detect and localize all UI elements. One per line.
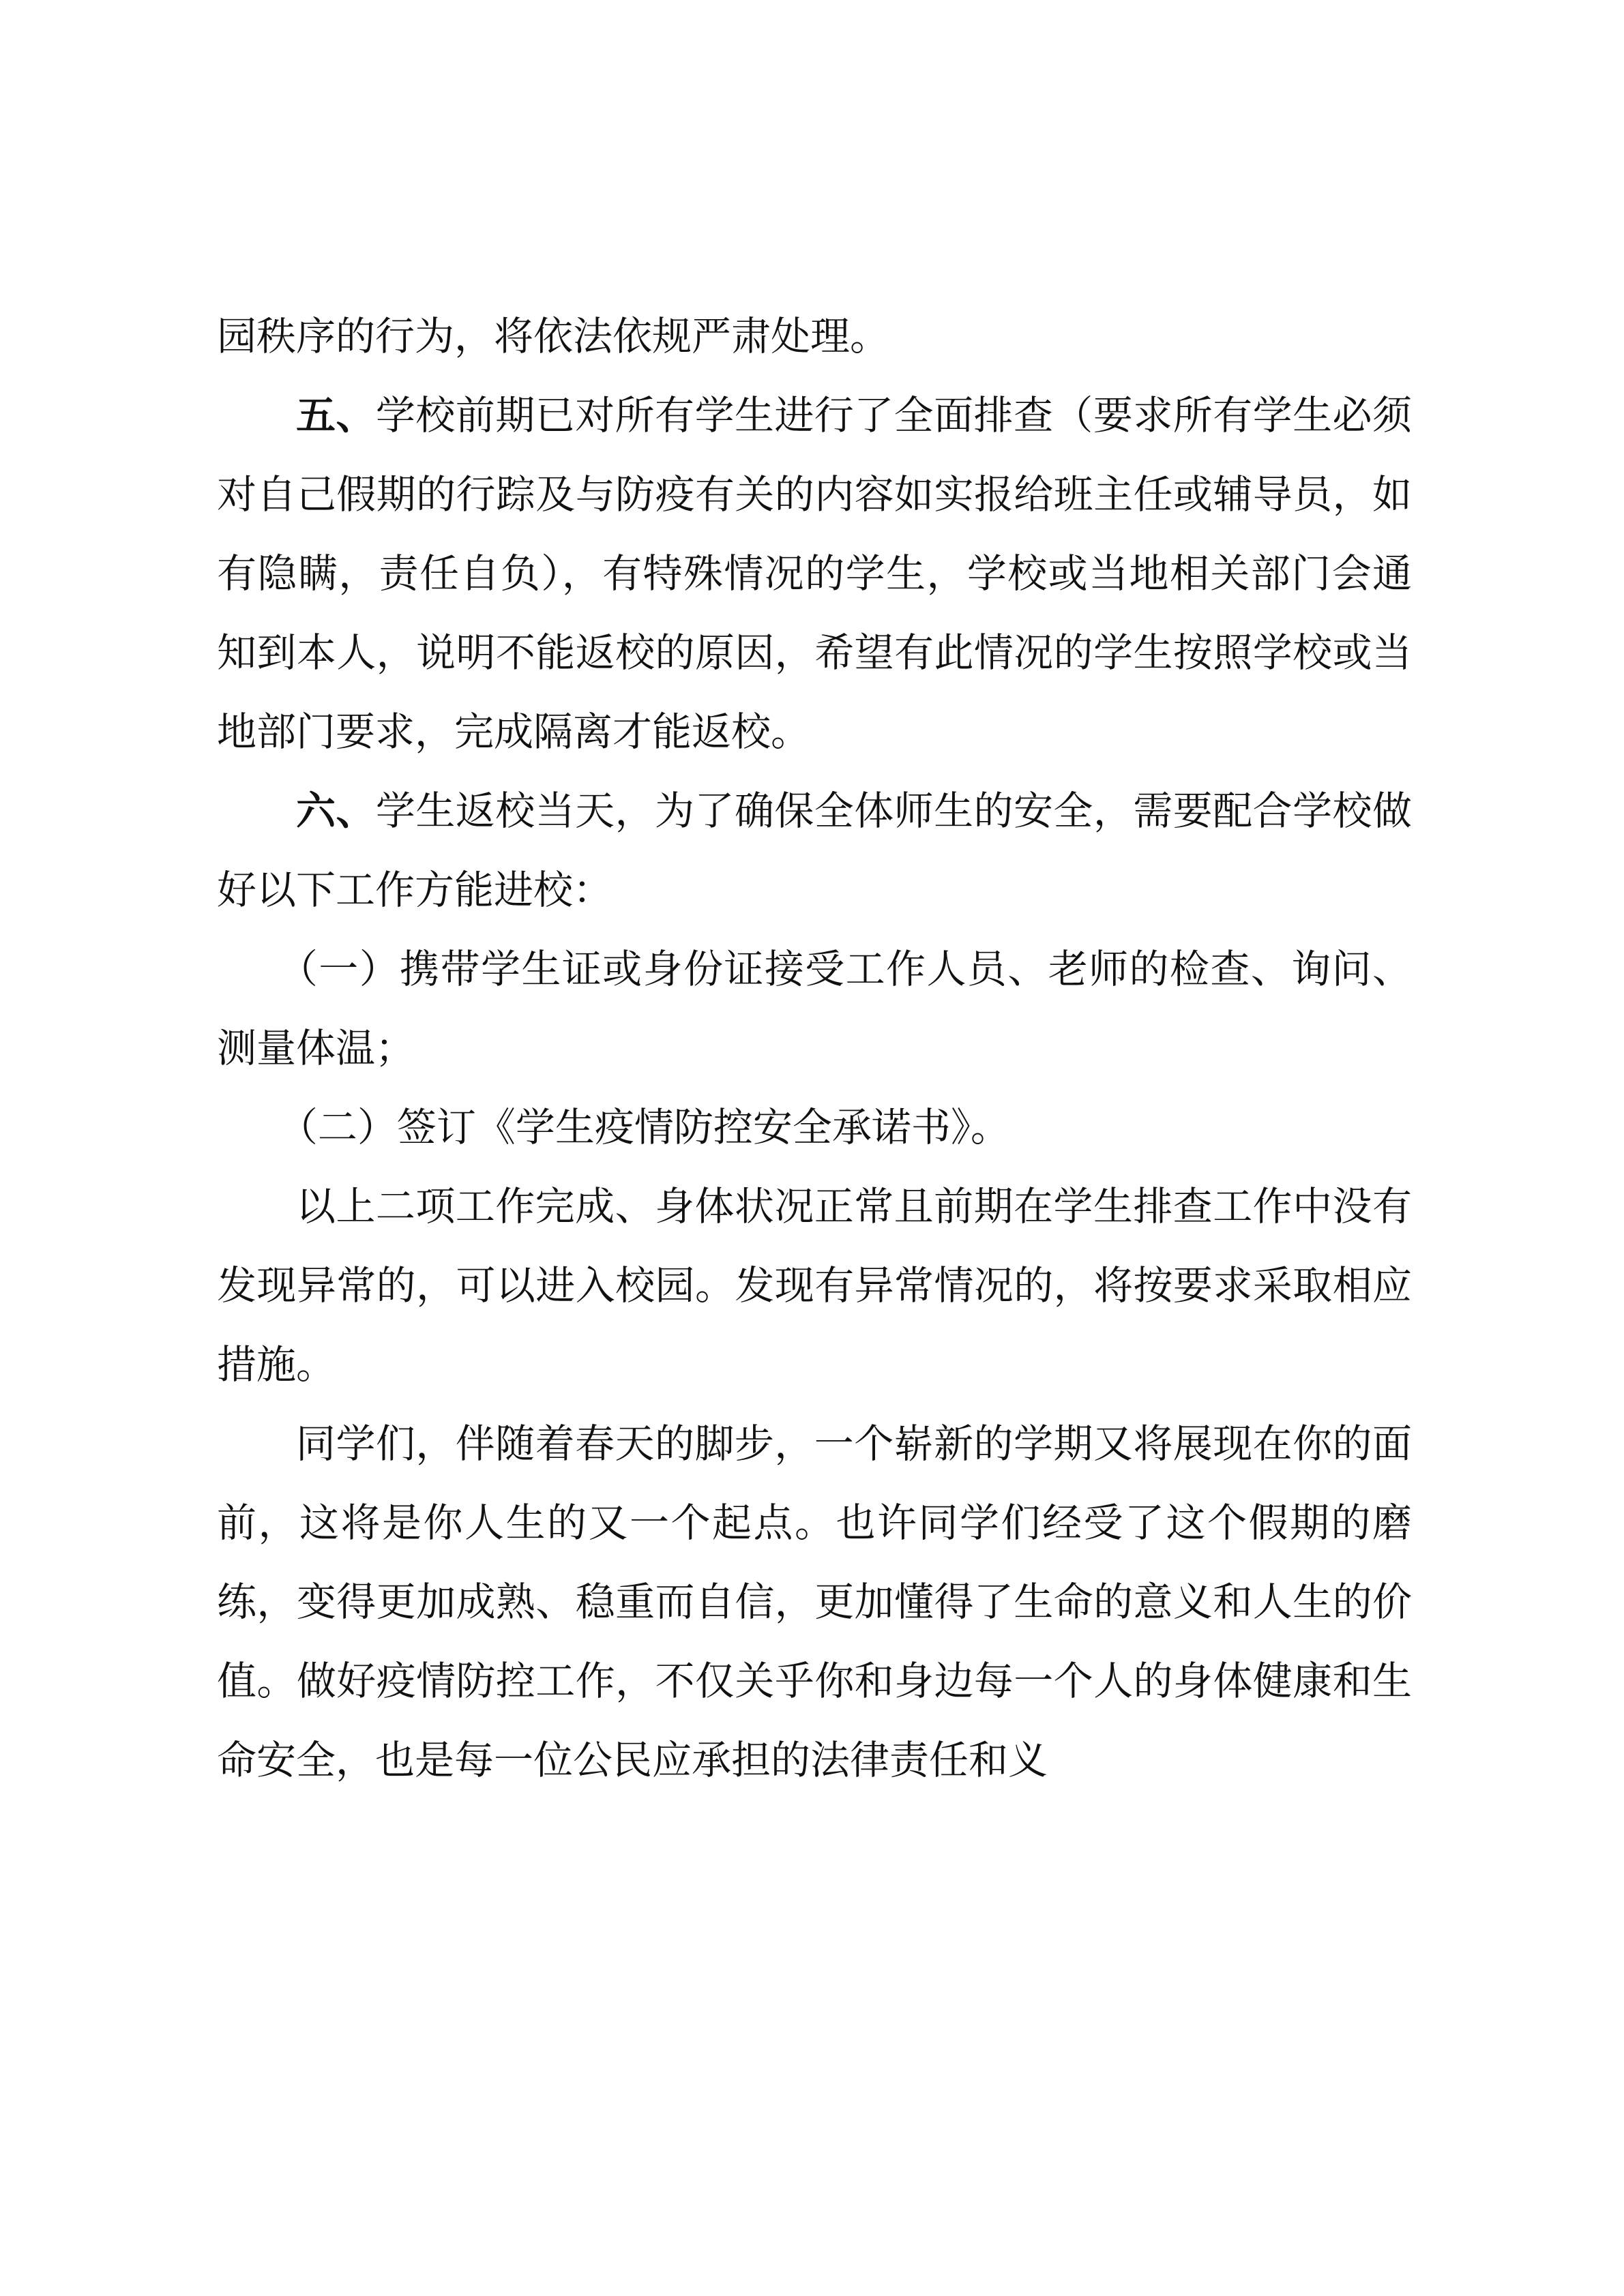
paragraph-item-six xyxy=(217,771,1412,929)
document-page xyxy=(217,297,1412,1800)
sub-item-one: （一）携带学生证或身份证接受工作人员、老师的检查、询问、测量体温； xyxy=(217,946,1412,1071)
item-number: 五、 xyxy=(296,392,376,438)
paragraph-item-five xyxy=(217,376,1412,771)
item-number: 六、 xyxy=(296,788,376,834)
paragraph-closing: 同学们，伴随着春天的脚步，一个崭新的学期又将展现在你的面前，这将是你人生的又一个起点。也许同学们经受了这个假期的磨练，变得更加成熟、稳重而自信，更加懂得了生命的意义和人生的价值。做好疫情防控工作，不仅关乎你和身边每一个人的身体健康和生命安全，也是每一位公民应承担的法律责任和义 xyxy=(217,1420,1412,1783)
paragraph-text: 学校前期已对所有学生进行了全面排查（要求所有学生必须对自己假期的行踪及与防疫有关的内容如实报给班主任或辅导员，如有隐瞒，责任自负），有特殊情况的学生，学校或当地相关部门会通知到本人，说明不能返校的原因，希望有此情况的学生按照学校或当地部门要求，完成隔离才能返校。 xyxy=(217,392,1412,755)
sub-item-two: （二）签订《学生疫情防控安全承诺书》。 xyxy=(278,1104,1010,1150)
paragraph-summary: 以上二项工作完成、身体状况正常且前期在学生排查工作中没有发现异常的，可以进入校园。发现有异常情况的，将按要求采取相应措施。 xyxy=(217,1183,1412,1388)
paragraph-text: 学生返校当天，为了确保全体师生的安全，需要配合学校做好以下工作方能进校： xyxy=(217,788,1412,913)
paragraph-continuation: 园秩序的行为，将依法依规严肃处理。 xyxy=(217,313,890,359)
